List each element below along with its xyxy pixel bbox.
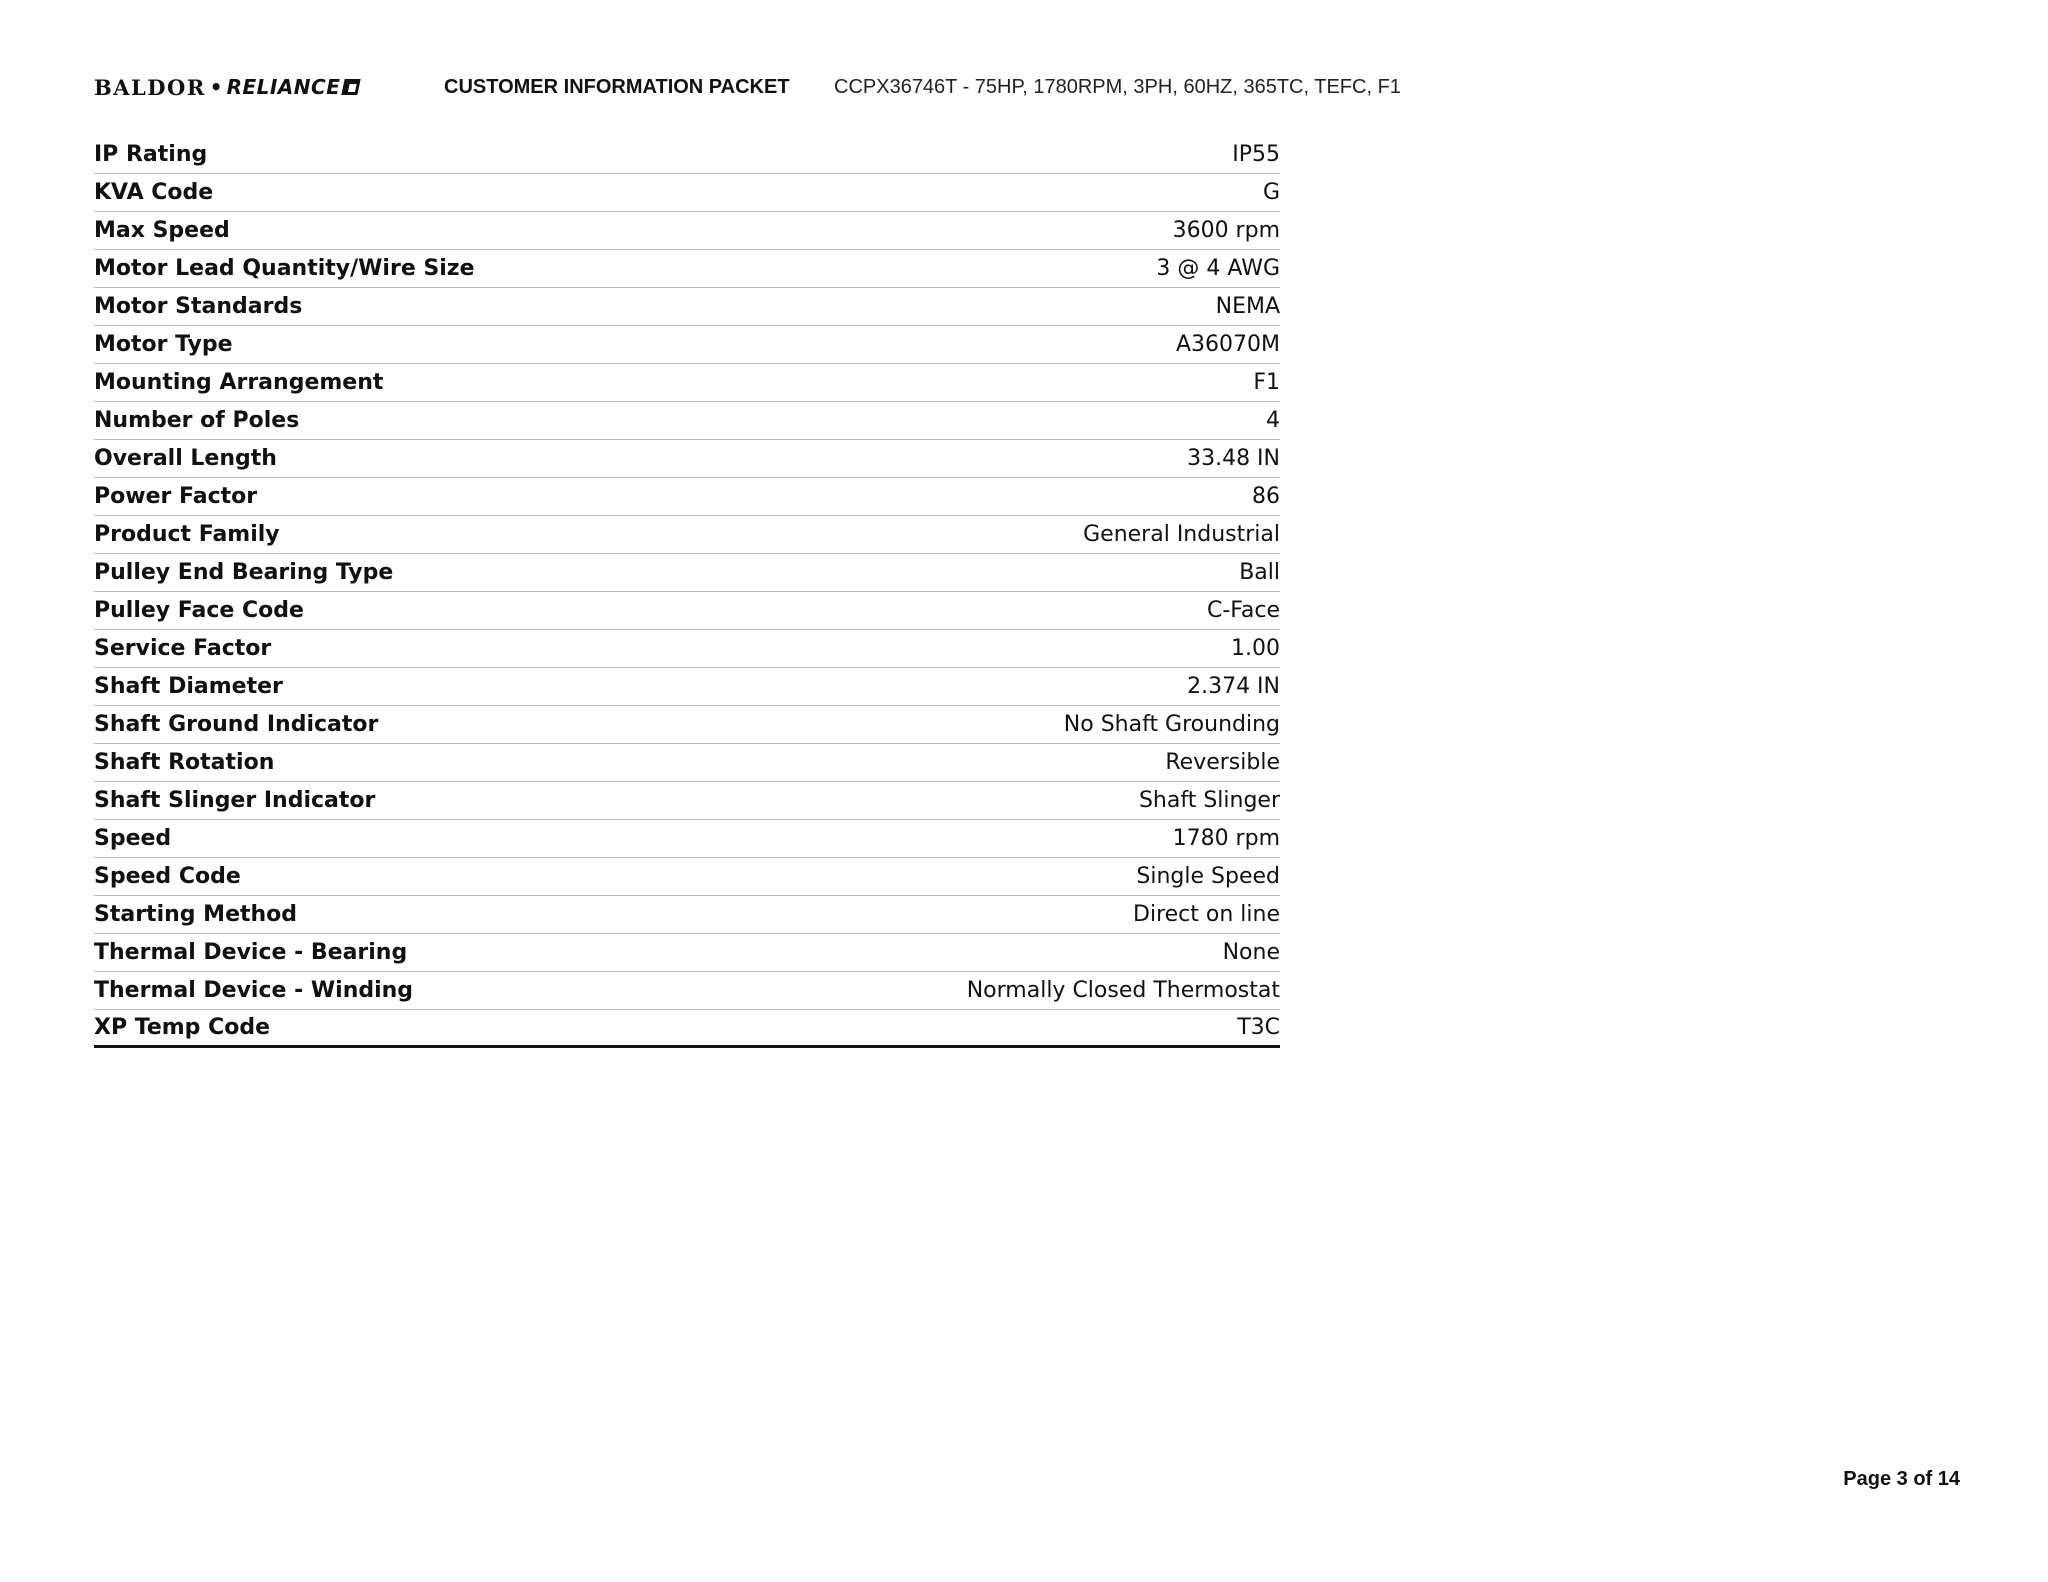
spec-label: KVA Code	[94, 180, 214, 205]
spec-value: Single Speed	[1136, 864, 1280, 889]
spec-value: C-Face	[1206, 598, 1280, 623]
spec-row-motor-type	[94, 326, 1280, 364]
spec-label: Shaft Rotation	[94, 750, 275, 775]
spec-row-pulley-face-code	[94, 592, 1280, 630]
spec-label: Motor Type	[94, 332, 233, 357]
spec-value: 86	[1252, 484, 1280, 509]
spec-row-thermal-winding	[94, 972, 1280, 1010]
reliance-mark-icon	[342, 79, 361, 95]
spec-label: Shaft Diameter	[94, 674, 283, 699]
document-header	[94, 72, 1401, 102]
spec-value: Normally Closed Thermostat	[966, 978, 1280, 1003]
spec-row-pulley-end-bearing	[94, 554, 1280, 592]
spec-row-shaft-slinger	[94, 782, 1280, 820]
spec-label: Thermal Device - Bearing	[94, 940, 408, 965]
spec-value: NEMA	[1215, 294, 1280, 319]
spec-label: Speed	[94, 826, 172, 851]
spec-row-power-factor	[94, 478, 1280, 516]
logo-separator: •	[209, 75, 223, 99]
spec-value: 3600 rpm	[1172, 218, 1280, 243]
spec-row-xp-temp-code	[94, 1010, 1280, 1048]
spec-row-starting-method	[94, 896, 1280, 934]
spec-value: Direct on line	[1133, 902, 1280, 927]
product-description: CCPX36746T - 75HP, 1780RPM, 3PH, 60HZ, 365TC, TEFC, F1	[834, 75, 1401, 98]
spec-row-thermal-bearing	[94, 934, 1280, 972]
spec-label: Max Speed	[94, 218, 230, 243]
packet-title: CUSTOMER INFORMATION PACKET	[444, 75, 790, 98]
logo-baldor-text: BALDOR	[94, 74, 206, 100]
spec-value: G	[1262, 180, 1280, 205]
spec-row-number-of-poles	[94, 402, 1280, 440]
spec-label: Speed Code	[94, 864, 241, 889]
spec-value: Ball	[1239, 560, 1280, 585]
baldor-reliance-logo	[94, 72, 444, 102]
spec-value: No Shaft Grounding	[1063, 712, 1280, 737]
spec-value: F1	[1253, 370, 1280, 395]
spec-row-max-speed	[94, 212, 1280, 250]
spec-label: Thermal Device - Winding	[94, 978, 414, 1003]
spec-label: XP Temp Code	[94, 1015, 271, 1040]
logo-reliance-text: RELIANCE	[226, 75, 341, 99]
spec-value: 4	[1266, 408, 1280, 433]
spec-label: Starting Method	[94, 902, 298, 927]
spec-value: General Industrial	[1083, 522, 1280, 547]
spec-label: Product Family	[94, 522, 280, 547]
spec-label: Shaft Slinger Indicator	[94, 788, 376, 813]
spec-label: Power Factor	[94, 484, 258, 509]
spec-value: IP55	[1232, 142, 1280, 167]
spec-value: 1780 rpm	[1172, 826, 1280, 851]
spec-row-shaft-diameter	[94, 668, 1280, 706]
spec-row-shaft-rotation	[94, 744, 1280, 782]
spec-value: Reversible	[1165, 750, 1280, 775]
spec-value: 3 @ 4 AWG	[1156, 256, 1280, 281]
spec-label: Motor Lead Quantity/Wire Size	[94, 256, 475, 281]
spec-value: 2.374 IN	[1187, 674, 1280, 699]
spec-label: Shaft Ground Indicator	[94, 712, 379, 737]
spec-label: Pulley Face Code	[94, 598, 304, 623]
spec-value: T3C	[1237, 1015, 1280, 1040]
spec-row-kva-code	[94, 174, 1280, 212]
spec-row-mounting-arrangement	[94, 364, 1280, 402]
page-number: Page 3 of 14	[1843, 1468, 1960, 1490]
spec-row-overall-length	[94, 440, 1280, 478]
spec-row-service-factor	[94, 630, 1280, 668]
spec-value: 33.48 IN	[1187, 446, 1280, 471]
spec-label: Service Factor	[94, 636, 272, 661]
spec-table	[94, 136, 1280, 1048]
spec-value: 1.00	[1231, 636, 1280, 661]
spec-row-motor-lead	[94, 250, 1280, 288]
spec-row-speed	[94, 820, 1280, 858]
spec-label: Overall Length	[94, 446, 277, 471]
spec-row-product-family	[94, 516, 1280, 554]
spec-label: Mounting Arrangement	[94, 370, 384, 395]
spec-label: Number of Poles	[94, 408, 300, 433]
spec-value: Shaft Slinger	[1138, 788, 1280, 813]
spec-row-motor-standards	[94, 288, 1280, 326]
spec-label: Motor Standards	[94, 294, 303, 319]
spec-value: None	[1222, 940, 1280, 965]
spec-row-shaft-ground	[94, 706, 1280, 744]
spec-row-ip-rating	[94, 136, 1280, 174]
spec-row-speed-code	[94, 858, 1280, 896]
spec-label: Pulley End Bearing Type	[94, 560, 394, 585]
spec-label: IP Rating	[94, 142, 208, 167]
spec-value: A36070M	[1175, 332, 1280, 357]
